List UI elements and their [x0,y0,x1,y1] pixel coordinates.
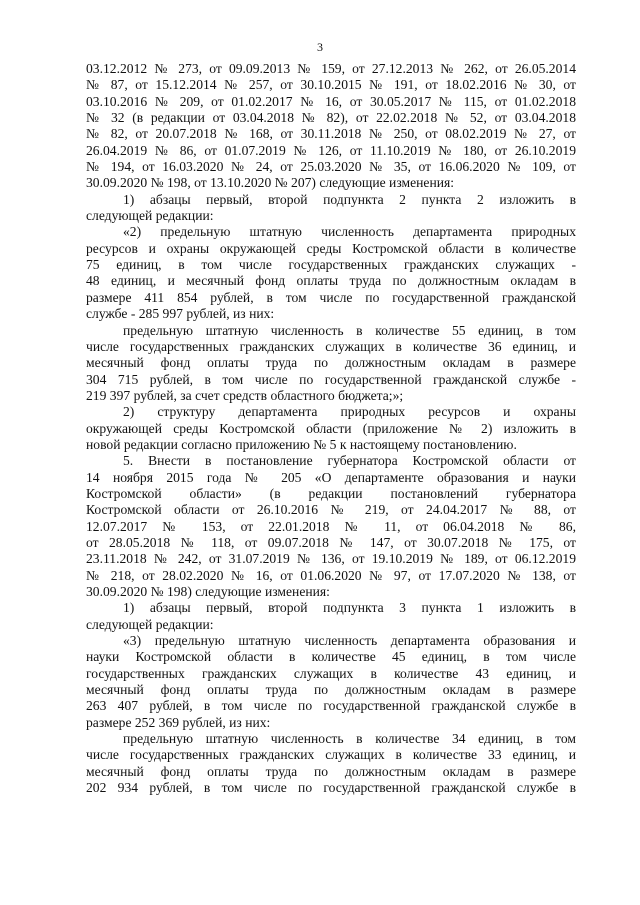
text-line: государственных гражданских служащих в количестве 43 единиц, и [86,665,576,681]
text-line: числе государственных гражданских служащих в количестве 33 единиц, и [86,747,576,763]
text-line: 30.09.2020 № 198, от 13.10.2020 № 207) следующие изменения: [86,175,455,191]
text-line: службе - 285 997 рублей, из них: [86,306,275,322]
text-line: 5. Внести в постановление губернатора Костромской области от [123,453,576,469]
text-line: 12.07.2017 № 153, от 22.01.2018 № 11, от 06.04.2018 № 86, [86,518,576,534]
text-line: окружающей среды Костромской области (приложение № 2) изложить в [86,420,576,436]
text-line: следующей редакции: [86,208,214,224]
text-line: следующей редакции: [86,616,214,632]
text-line: 30.09.2020 № 198) следующие изменения: [86,584,330,599]
text-line: 75 единиц, в том числе государственных гражданских служащих - [86,257,576,273]
text-line: месячный фонд оплаты труда по должностным окладам в размере [86,763,576,779]
text-line: месячный фонд оплаты труда по должностным окладам в размере [86,682,576,698]
text-line: № 87, от 15.12.2014 № 257, от 30.10.2015 № 191, от 18.02.2016 № 30, от [86,77,576,93]
text-line: 26.04.2019 № 86, от 01.07.2019 № 126, от 11.10.2019 № 180, от 26.10.2019 [86,142,576,158]
text-line: 304 715 рублей, в том числе по государственной гражданской службе - [86,371,576,387]
text-line: 2) структуру департамента природных ресурсов и охраны [123,404,576,420]
text-line: месячный фонд оплаты труда по должностным окладам в размере [86,355,576,371]
text-line: предельную штатную численность в количестве 55 единиц, в том [123,322,576,338]
text-line: науки Костромской области в количестве 45 единиц, в том числе [86,649,576,665]
text-line: «2) предельную штатную численность департамента природных [123,224,576,240]
text-line: № 82, от 20.07.2018 № 168, от 30.11.2018 № 250, от 08.02.2019 № 27, от [86,126,576,142]
text-line: размере 252 369 рублей, из них: [86,714,271,730]
text-line: «3) предельную штатную численность департамента образования и [123,633,576,649]
text-line: № 194, от 16.03.2020 № 24, от 25.03.2020 № 35, от 16.06.2020 № 109, от [86,159,576,175]
text-line: 23.11.2018 № 242, от 31.07.2019 № 136, от 19.10.2019 № 189, от 06.12.2019 [86,551,576,567]
text-line: размере 411 854 рублей, в том числе по государственной гражданской [86,289,576,305]
text-line: № 32 (в редакции от 03.04.2018 № 82), от 22.02.2018 № 52, от 03.04.2018 [86,110,576,126]
text-line: № 218, от 28.02.2020 № 16, от 01.06.2020 № 97, от 17.07.2020 № 138, от [86,567,576,583]
text-line: 03.12.2012 № 273, от 09.09.2013 № 159, от 27.12.2013 № 262, от 26.05.2014 [86,61,576,76]
text-line: Костромской области от 26.10.2016 № 219, от 24.04.2017 № 88, от [86,502,576,518]
text-line: от 28.05.2018 № 118, от 09.07.2018 № 147, от 30.07.2018 № 175, от [86,534,576,550]
text-line: Костромской области» (в редакции постановлений губернатора [86,485,576,501]
text-line: 03.10.2016 № 209, от 01.02.2017 № 16, от 30.05.2017 № 115, от 01.02.2018 [86,93,576,109]
text-line: ресурсов и охраны окружающей среды Костромской области в количестве [86,240,576,256]
text-line: 1) абзацы первый, второй подпункта 2 пункта 2 изложить в [123,191,576,207]
page-number: 3 [317,40,323,54]
text-line: 219 397 рублей, за счет средств областного бюджета;»; [86,387,404,403]
text-line: предельную штатную численность в количестве 34 единиц, в том [123,731,576,747]
text-line: числе государственных гражданских служащих в количестве 36 единиц, и [86,338,576,354]
text-line: 202 934 рублей, в том числе по государственной гражданской службе в [86,780,576,796]
text-line: 263 407 рублей, в том числе по государственной гражданской службе в [86,698,576,714]
text-line: 48 единиц, и месячный фонд оплаты труда по должностным окладам в [86,273,576,289]
text-line: 1) абзацы первый, второй подпункта 3 пункта 1 изложить в [123,600,576,616]
text-line: новой редакции согласно приложению № 5 к настоящему постановлению. [86,436,517,452]
document-body [86,61,576,796]
text-line: 14 ноября 2015 года № 205 «О департаменте образования и науки [86,469,576,485]
